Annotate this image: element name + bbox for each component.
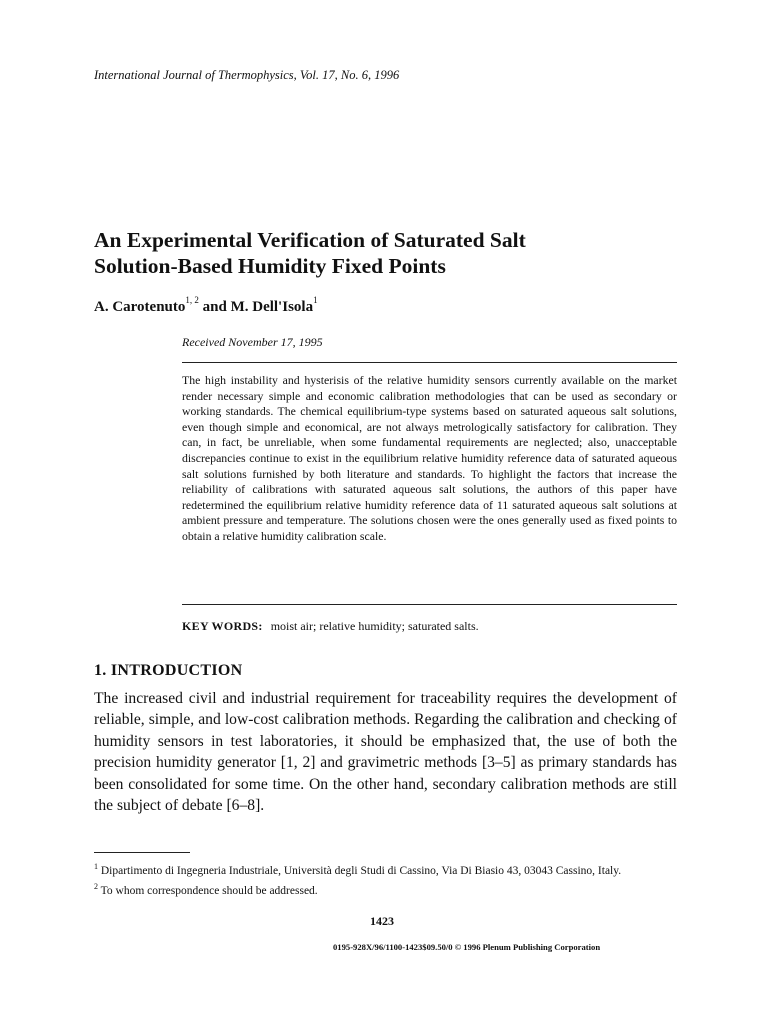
footnotes [94,859,677,899]
section-heading: 1. INTRODUCTION [94,662,243,679]
article-title-line-1: An Experimental Verification of Saturated Salt [94,228,526,252]
keywords-label: KEY WORDS: [182,619,263,633]
footnote-1-mark: 1 [94,862,98,871]
abstract: The high instability and hysterisis of the relative humidity sensors currently available on the market render necessary simple and economic calibration methodologies that can be used as secondary or working standards. The chemical equilibrium-type systems based on saturated aqueous salt solutions, even though simple and economical, are not always metrologically satisfactory for calibration. They can, in fact, be unreliable, when some fundamental requirements are neglected; also, unacceptable discrepancies continue to exist in the equilibrium relative humidity reference data of saturated aqueous salt solutions furnished by both literature and standards. To highlight the factors that increase the reliability of calibrations with saturated aqueous salt solutions, the authors of this paper have redetermined the equilibrium relative humidity reference data of 11 saturated aqueous salt solutions at ambient pressure and temperature. The solutions chosen were the ones generally used as fixed points to obtain a relative humidity calibration scale. [182,373,677,543]
author-1-name: A. Carotenuto [94,299,186,315]
authors [94,297,318,316]
article-title-line-2: Solution-Based Humidity Fixed Points [94,254,446,278]
article-title [94,227,694,279]
footnote-1-text: Dipartimento di Ingegneria Industriale, Università degli Studi di Cassino, Via Di Biasio 43, 03043 Cassino, Italy. [100,864,622,877]
journal-header: International Journal of Thermophysics, Vol. 17, No. 6, 1996 [94,68,400,82]
abstract-top-rule [182,362,677,363]
introduction-body: The increased civil and industrial requirement for traceability requires the development of reliable, simple, and low-cost calibration methods. Regarding the calibration and checking of humidity sensors in test laboratories, it should be emphasized that, the use of both the precision humidity generator [1, 2] and gravimetric methods [3–5] as primary standards has been consolidated for some time. On the other hand, secondary calibration methods are still the subject of debate [6–8]. [94,690,677,815]
author-1-affiliation: 1, 2 [185,295,199,305]
keywords-text: moist air; relative humidity; saturated salts. [270,619,479,633]
footnote-rule [94,852,190,853]
author-2-affiliation: 1 [313,295,318,305]
author-2-name: and M. Dell'Isola [202,299,314,315]
received-date: Received November 17, 1995 [182,335,323,349]
footnote-2-mark: 2 [94,881,98,891]
footnote-1 [94,859,677,879]
abstract-bottom-rule [182,604,677,605]
publisher-line: 0195-928X/96/1100-1423$09.50/0 © 1996 Plenum Publishing Corporation [333,942,601,952]
page-number: 1423 [370,914,394,928]
keywords [182,619,479,634]
footnote-2 [94,879,677,899]
footnote-2-text: To whom correspondence should be addressed. [100,884,318,897]
